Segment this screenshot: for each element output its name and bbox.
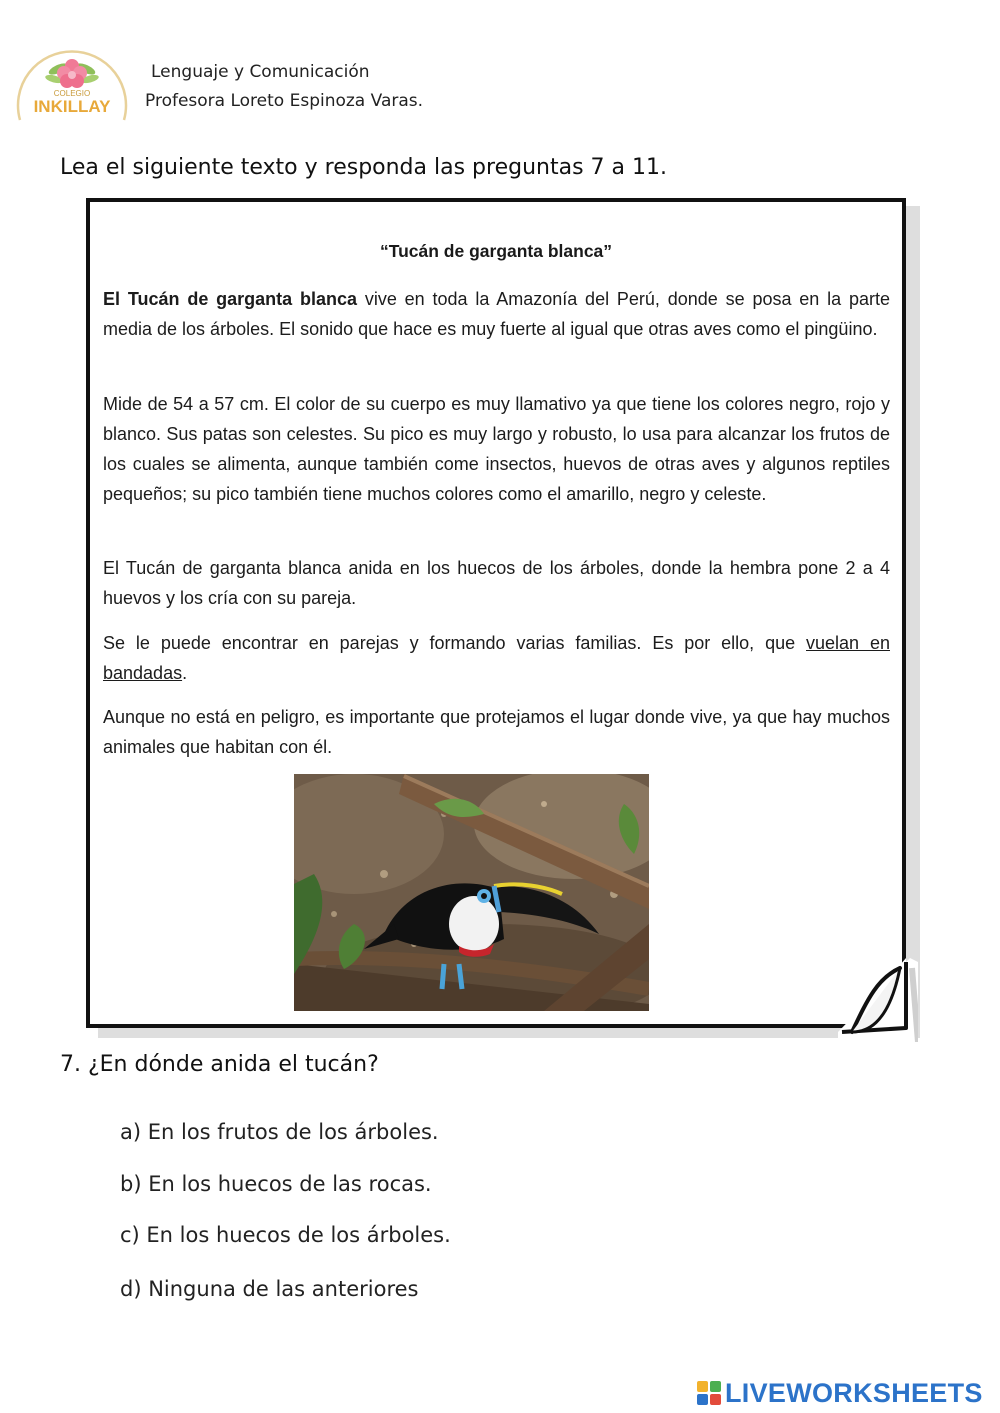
liveworksheets-logo-icon xyxy=(697,1381,721,1405)
instruction-text: Lea el siguiente texto y responda las preguntas 7 a 11. xyxy=(60,155,667,180)
teacher-label: Profesora Loreto Espinoza Varas. xyxy=(145,91,424,111)
subject-label: Lenguaje y Comunicación xyxy=(151,62,370,82)
liveworksheets-brand[interactable] xyxy=(697,1377,983,1409)
reading-title: “Tucán de garganta blanca” xyxy=(379,241,613,261)
question-7: 7. ¿En dónde anida el tucán? xyxy=(60,1052,379,1077)
svg-text:INKILLAY: INKILLAY xyxy=(33,97,111,116)
paragraph-5: Aunque no está en peligro, es importante que protejamos el lugar donde vive, ya que hay muchos animales que habitan con él. xyxy=(103,707,890,757)
page-curl-icon xyxy=(838,958,918,1042)
option-c[interactable]: c) En los huecos de los árboles. xyxy=(120,1223,451,1247)
paragraph-1: El Tucán de garganta blanca vive en toda la Amazonía del Perú, donde se posa en la parte media de los árboles. El sonido que hace es muy fuerte al igual que otras aves como el pingüino. xyxy=(103,289,890,339)
brand-text: LIVEWORKSHEETS xyxy=(725,1377,983,1408)
paragraph-2: Mide de 54 a 57 cm. El color de su cuerpo es muy llamativo ya que tiene los colores negro, rojo y blanco. Sus patas son celestes. Su pico es muy largo y robusto, lo usa para alcanzar los frutos de los cuales se alimenta, aunque también come insectos, huevos de otras aves y algunos reptiles pequeños; su pico también tiene muchos colores como el amarillo, negro y celeste. xyxy=(103,394,890,504)
svg-text:COLEGIO: COLEGIO xyxy=(53,89,91,98)
option-a[interactable]: a) En los frutos de los árboles. xyxy=(120,1120,439,1144)
school-logo xyxy=(14,36,130,130)
option-b[interactable]: b) En los huecos de las rocas. xyxy=(120,1172,432,1196)
underlined-phrase: vuelan en bandadas xyxy=(103,633,890,683)
flower-icon xyxy=(57,59,87,88)
bold-subject: El Tucán de garganta blanca xyxy=(103,289,358,309)
paragraph-3: El Tucán de garganta blanca anida en los huecos de los árboles, donde la hembra pone 2 a 4 huevos y los cría con su pareja. xyxy=(103,558,890,608)
toucan-photo xyxy=(294,774,649,1011)
paragraph-4: Se le puede encontrar en parejas y formando varias familias. Es por ello, que vuelan en bandadas. xyxy=(103,633,890,683)
option-d[interactable]: d) Ninguna de las anteriores xyxy=(120,1277,419,1301)
